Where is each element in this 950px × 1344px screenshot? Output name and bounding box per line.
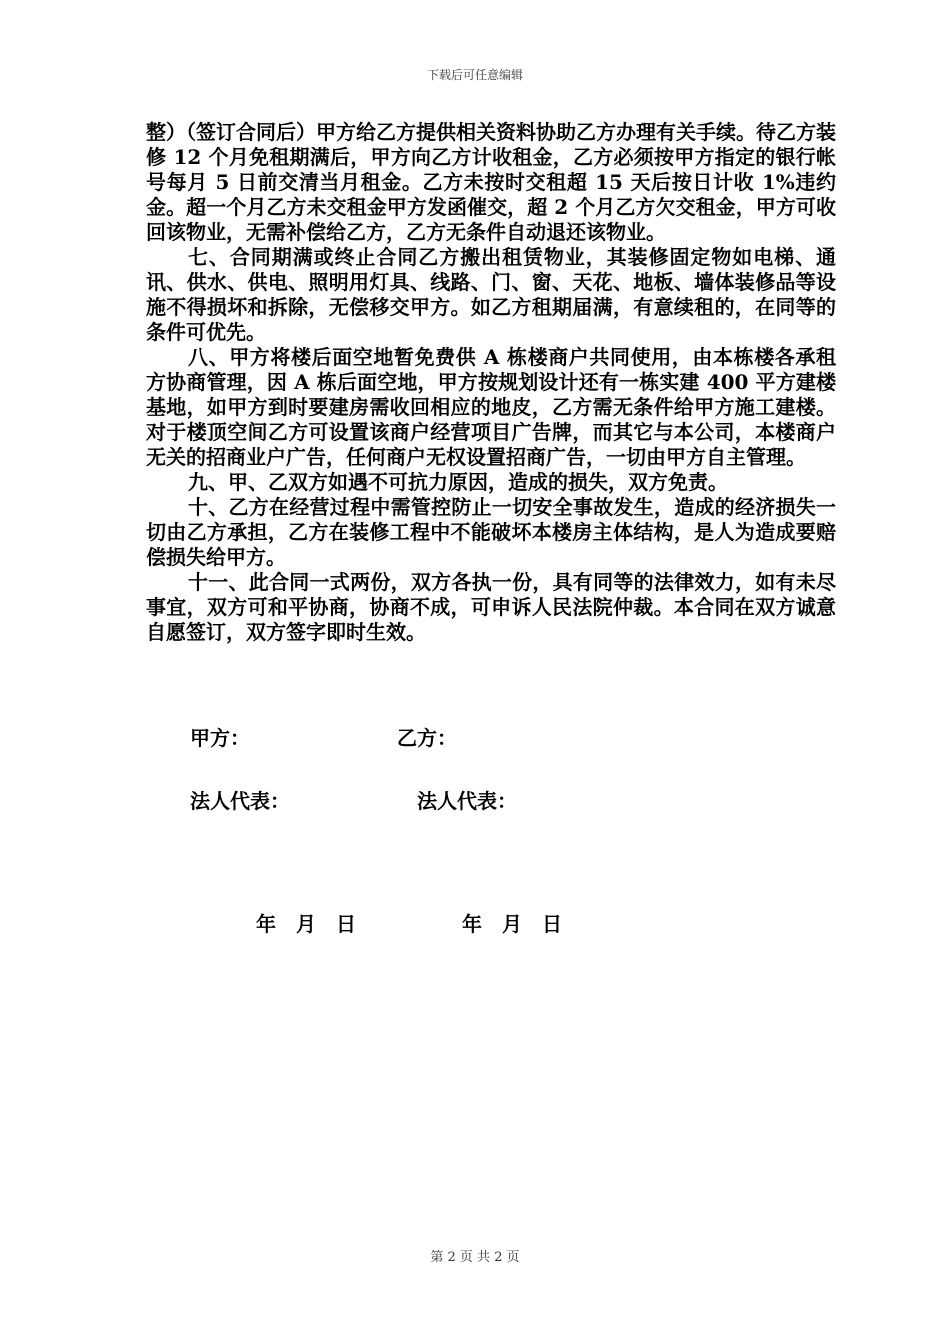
contract-body <box>146 120 836 645</box>
date-a: 年 月 日 <box>256 912 356 936</box>
party-a-label: 甲方： <box>190 726 250 750</box>
paragraph-clause-11: 十一、此合同一式两份，双方各执一份，具有同等的法律效力，如有未尽事宜，双方可和平协商，协商不成，可申诉人民法院仲裁。本合同在双方诚意自愿签订，双方签字即时生效。 <box>146 570 836 644</box>
party-b-label: 乙方： <box>397 726 457 750</box>
rep-a-label: 法人代表： <box>190 789 290 813</box>
paragraph-clause-7: 七、合同期满或终止合同乙方搬出租赁物业，其装修固定物如电梯、通讯、供水、供电、照明用灯具、线路、门、窗、天花、地板、墙体装修品等设施不得损坏和拆除，无偿移交甲方。如乙方租期届满，有意续租的，在同等的条件可优先。 <box>146 245 836 344</box>
paragraph-clause-9: 九、甲、乙双方如遇不可抗力原因，造成的损失，双方免责。 <box>188 470 728 494</box>
date-b: 年 月 日 <box>462 912 562 936</box>
page-footer: 第 2 页 共 2 页 <box>430 1250 520 1265</box>
paragraph-clause-8: 八、甲方将楼后面空地暂免费供 A 栋楼商户共同使用，由本栋楼各承租方协商管理，因 A 栋后面空地，甲方按规划设计还有一栋实建 400 平方建楼基地，如甲方到时要建房需收回相应的地皮，乙方需无条件给甲方施工建楼。对于楼顶空间乙方可设置该商户经营项目广告牌，而其它与本公司，本楼商户无关的招商业户广告，任何商户无权设置招商广告，一切由甲方自主管理。 <box>146 345 836 469</box>
paragraph-clause-10: 十、乙方在经营过程中需管控防止一切安全事故发生，造成的经济损失一切由乙方承担，乙方在装修工程中不能破坏本楼房主体结构，是人为造成要赔偿损失给甲方。 <box>146 495 836 569</box>
page-header: 下载后可任意编辑 <box>426 68 523 82</box>
paragraph-payment-terms: 整）（签订合同后）甲方给乙方提供相关资料协助乙方办理有关手续。待乙方装修 12 个月免租期满后，甲方向乙方计收租金，乙方必须按甲方指定的银行帐号每月 5 日前交清当月租金。乙方未按时交租超 15 天后按日计收 1%违约金。超一个月乙方未交租金甲方发函催交，超 2 个月乙方欠交租金，甲方可收回该物业，无需补偿给乙方，乙方无条件自动退还该物业。 <box>146 120 836 244</box>
rep-b-label: 法人代表： <box>417 789 517 813</box>
